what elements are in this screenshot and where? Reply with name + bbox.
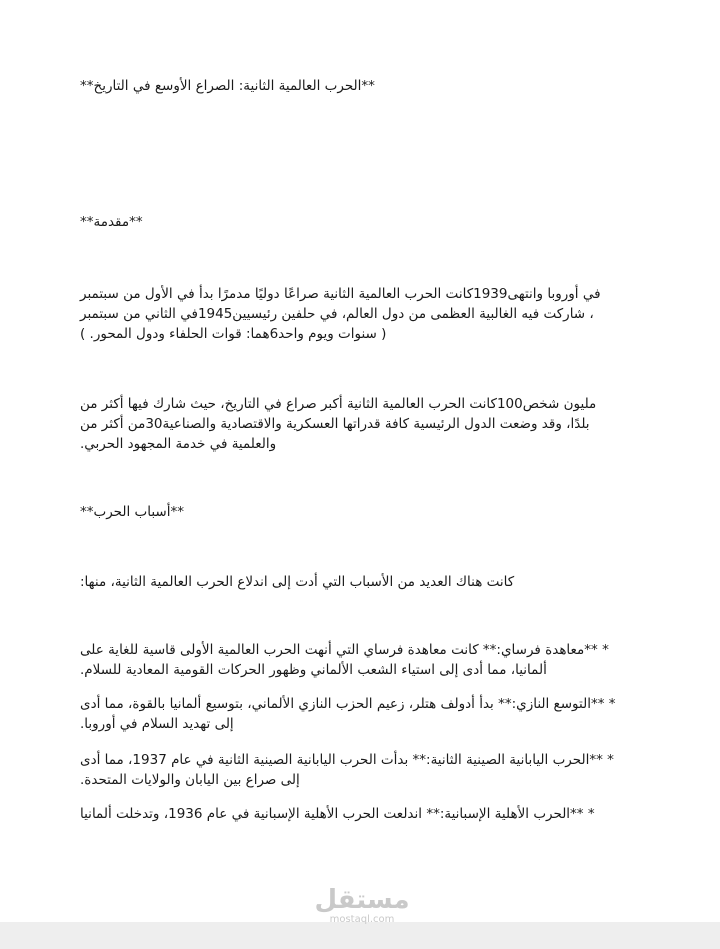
intro-paragraph-1-line-3: ( سنوات ويوم واحد6هما: قوات الحلفاء ودول المحور. ) xyxy=(80,326,387,342)
cause-1-line-2: ألمانيا، مما أدى إلى استياء الشعب الألماني وظهور الحركات القومية المعادية للسلام. xyxy=(80,662,547,678)
cause-4-line-1: * **الحرب الأهلية الإسبانية:** اندلعت الحرب الأهلية الإسبانية في عام 1936، وتدخلت ألمانيا xyxy=(80,806,595,822)
cause-3-line-1: * **الحرب اليابانية الصينية الثانية:** بدأت الحرب اليابانية الصينية الثانية في عام 1937، مما أدى xyxy=(80,752,614,768)
watermark-url: mostaql.com xyxy=(329,914,395,925)
intro-paragraph-1-line-2: ، شاركت فيه الغالبية العظمى من دول العالم، في حلفين رئيسيين1945في الثاني من سبتمبر xyxy=(80,306,594,322)
cause-2-line-1: * **التوسع النازي:** بدأ أدولف هتلر، زعيم الحزب النازي الألماني، بتوسيع ألمانيا بالقوة، مما أدى xyxy=(80,696,616,712)
watermark-logo-text: مستقل xyxy=(314,885,410,915)
causes-intro: كانت هناك العديد من الأسباب التي أدت إلى اندلاع الحرب العالمية الثانية، منها: xyxy=(80,574,515,590)
cause-2-line-2: إلى تهديد السلام في أوروبا. xyxy=(80,716,234,732)
intro-paragraph-2-line-2: بلدًا، وقد وضعت الدول الرئيسية كافة قدراتها العسكرية والاقتصادية والصناعية30من أكثر من xyxy=(80,416,590,432)
footer-band xyxy=(0,922,720,949)
causes-heading: **أسباب الحرب** xyxy=(80,504,184,520)
intro-heading: **مقدمة** xyxy=(80,214,143,230)
document-title: **الحرب العالمية الثانية: الصراع الأوسع في التاريخ** xyxy=(80,78,375,94)
cause-3-line-2: إلى صراع بين اليابان والولايات المتحدة. xyxy=(80,772,300,788)
cause-1-line-1: * **معاهدة فرساي:** كانت معاهدة فرساي التي أنهت الحرب العالمية الأولى قاسية للغاية على xyxy=(80,642,609,658)
watermark-logo xyxy=(312,886,412,926)
intro-paragraph-2-line-1: مليون شخص100كانت الحرب العالمية الثانية أكبر صراع في التاريخ، حيث شارك فيها أكثر من xyxy=(80,396,597,412)
intro-paragraph-1-line-1: في أوروبا وانتهى1939كانت الحرب العالمية الثانية صراعًا دوليًا مدمرًا بدأ في الأول من سبتمبر xyxy=(80,286,601,302)
intro-paragraph-2-line-3: والعلمية في خدمة المجهود الحربي. xyxy=(80,436,277,452)
